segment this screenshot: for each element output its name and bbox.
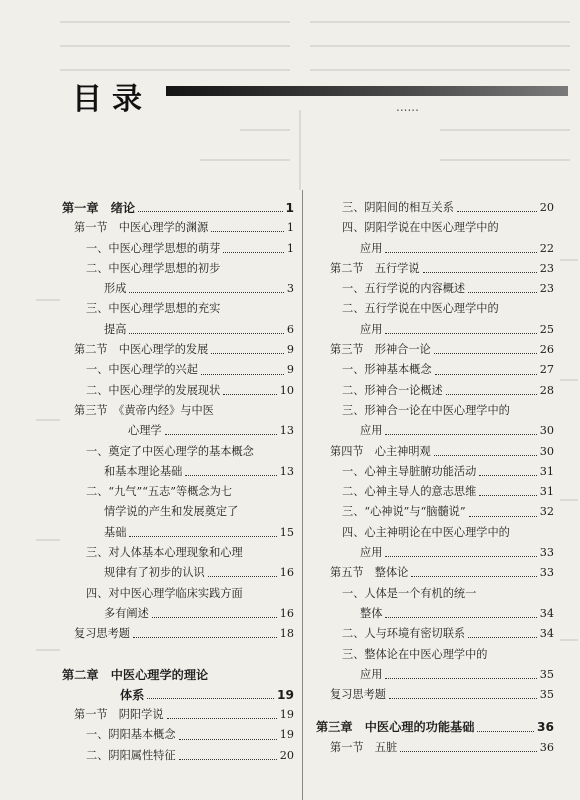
toc-entry-text: 第三节 《黄帝内经》与中医 xyxy=(74,403,214,417)
toc-entry[interactable] xyxy=(62,462,294,482)
toc-entry[interactable] xyxy=(62,442,294,462)
toc-section[interactable] xyxy=(316,738,554,758)
toc-entry-text: 一、中医心理学思想的萌芽 xyxy=(86,241,221,255)
toc-page-number: 10 xyxy=(279,383,294,397)
toc-entry[interactable] xyxy=(316,645,554,665)
toc-page-number: 30 xyxy=(539,444,554,458)
toc-entry-text: 第五节 整体论 xyxy=(330,566,409,580)
toc-page-number: 18 xyxy=(279,627,294,641)
toc-page-number: 20 xyxy=(279,748,294,762)
toc-entry-text: 二、人与环境有密切联系 xyxy=(342,627,466,641)
toc-section[interactable] xyxy=(316,685,554,705)
toc-entry-text: 一、五行学说的内容概述 xyxy=(342,282,466,296)
toc-entry[interactable] xyxy=(316,320,554,340)
toc-entry-text: 第四节 心主神明观 xyxy=(330,444,431,458)
toc-entry-text: 应用 xyxy=(360,241,383,255)
toc-entry-text: 一、奠定了中医心理学的基本概念 xyxy=(86,444,254,458)
toc-entry-text: 第一章 绪论 xyxy=(62,201,136,215)
toc-page-number: 16 xyxy=(279,606,294,620)
toc-page-number: 19 xyxy=(279,728,294,742)
toc-entry[interactable] xyxy=(62,320,294,340)
toc-entry[interactable] xyxy=(316,584,554,604)
toc-page-number: 34 xyxy=(539,627,554,641)
toc-section[interactable] xyxy=(316,442,554,462)
dot-leader xyxy=(223,251,284,253)
toc-page-number: 32 xyxy=(539,505,554,519)
toc-entry-text: 二、中医心理学思想的初步 xyxy=(86,261,221,275)
toc-page-number: 35 xyxy=(539,667,554,681)
toc-page-number: 33 xyxy=(539,546,554,560)
toc-entry-text: 多有阐述 xyxy=(104,606,149,620)
toc-page-number: 26 xyxy=(539,343,554,357)
toc-page-number: 1 xyxy=(286,241,294,255)
title-dots: ...... xyxy=(396,100,419,114)
toc-page-number: 31 xyxy=(539,485,554,499)
toc-entry-text: 一、心神主导脏腑功能活动 xyxy=(342,464,477,478)
toc-entry-text: 第一节 阴阳学说 xyxy=(74,708,164,722)
toc-entry-text: 心理学 xyxy=(128,424,162,438)
toc-entry-text: 和基本理论基础 xyxy=(104,464,183,478)
toc-page-number: 23 xyxy=(539,282,554,296)
toc-entry[interactable] xyxy=(62,299,294,319)
dot-leader xyxy=(185,474,276,476)
toc-entry[interactable] xyxy=(316,401,554,421)
toc-entry-text: 应用 xyxy=(360,322,383,336)
toc-left-column xyxy=(62,198,294,766)
toc-section[interactable] xyxy=(316,563,554,583)
toc-entry[interactable] xyxy=(62,584,294,604)
toc-entry[interactable] xyxy=(316,239,554,259)
toc-entry-text: 二、阴阳属性特征 xyxy=(86,748,176,762)
toc-page-number: 19 xyxy=(279,708,294,722)
dot-leader xyxy=(446,393,537,395)
dot-leader xyxy=(389,697,537,699)
toc-page-number: 6 xyxy=(286,322,294,336)
dot-leader xyxy=(179,758,277,760)
toc-entry-text: 规律有了初步的认识 xyxy=(104,566,205,580)
toc-page-number: 16 xyxy=(279,566,294,580)
toc-page-number: 36 xyxy=(537,720,554,735)
dot-leader xyxy=(211,352,284,354)
toc-page-number: 34 xyxy=(539,606,554,620)
toc-entry[interactable] xyxy=(62,746,294,766)
toc-entry-text: 三、“心神说”与“脑髓说” xyxy=(342,505,466,519)
toc-entry[interactable] xyxy=(62,502,294,522)
toc-entry[interactable] xyxy=(62,279,294,299)
dot-leader xyxy=(468,636,537,638)
toc-page-number: 19 xyxy=(277,687,294,702)
toc-section[interactable] xyxy=(62,401,294,421)
toc-right-column xyxy=(316,198,554,758)
toc-entry[interactable] xyxy=(62,239,294,259)
toc-entry[interactable] xyxy=(316,198,554,218)
toc-page-number: 3 xyxy=(286,282,294,296)
toc-entry[interactable] xyxy=(316,482,554,502)
dot-leader xyxy=(133,636,277,638)
toc-entry[interactable] xyxy=(316,523,554,543)
toc-entry[interactable] xyxy=(62,523,294,543)
toc-entry-text: 第一节 中医心理学的渊源 xyxy=(74,221,209,235)
toc-entry-text: 应用 xyxy=(360,424,383,438)
toc-page-number: 22 xyxy=(539,241,554,255)
toc-entry-text: 二、形神合一论概述 xyxy=(342,383,443,397)
toc-entry[interactable] xyxy=(62,482,294,502)
toc-entry-text: 四、心主神明论在中医心理学中的 xyxy=(342,525,510,539)
toc-section[interactable] xyxy=(62,340,294,360)
dot-leader xyxy=(423,271,537,273)
toc-entry[interactable] xyxy=(316,604,554,624)
toc-entry-text: 第二节 中医心理学的发展 xyxy=(74,343,209,357)
toc-entry-text: 二、五行学说在中医心理学中的 xyxy=(342,302,499,316)
toc-entry-text: 三、对人体基本心理现象和心理 xyxy=(86,546,243,560)
toc-section[interactable] xyxy=(316,340,554,360)
dot-leader xyxy=(434,454,537,456)
dot-leader xyxy=(400,750,537,752)
dot-leader xyxy=(165,433,277,435)
toc-entry-text: 一、中医心理学的兴起 xyxy=(86,363,198,377)
dot-leader xyxy=(211,230,284,232)
toc-entry[interactable] xyxy=(62,604,294,624)
toc-entry-text: 复习思考题 xyxy=(330,688,386,702)
toc-chapter[interactable] xyxy=(62,198,294,218)
dot-leader xyxy=(167,717,277,719)
dot-leader xyxy=(201,373,284,375)
toc-entry-text: 整体 xyxy=(360,606,383,620)
toc-entry-text: 第三节 形神合一论 xyxy=(330,343,431,357)
toc-title: 目录 xyxy=(72,82,152,117)
dot-leader xyxy=(468,291,537,293)
toc-entry[interactable] xyxy=(62,543,294,563)
toc-entry-text: 基础 xyxy=(104,525,127,539)
toc-page-number: 33 xyxy=(539,566,554,580)
toc-page-number: 36 xyxy=(539,740,554,754)
dot-leader xyxy=(457,210,537,212)
toc-entry-text: 情学说的产生和发展奠定了 xyxy=(104,505,239,519)
toc-entry[interactable] xyxy=(62,360,294,380)
toc-page-number: 15 xyxy=(279,525,294,539)
toc-page-number: 13 xyxy=(279,464,294,478)
toc-page-number: 35 xyxy=(539,688,554,702)
toc-entry-text: 一、人体是一个有机的统一 xyxy=(342,586,477,600)
dot-leader xyxy=(385,332,536,334)
dot-leader xyxy=(129,291,283,293)
toc-section[interactable] xyxy=(62,705,294,725)
toc-entry[interactable] xyxy=(62,725,294,745)
toc-section[interactable] xyxy=(62,624,294,644)
dot-leader xyxy=(435,373,537,375)
dot-leader xyxy=(477,730,534,732)
toc-entry-text: 二、“九气”“五志”等概念为七 xyxy=(86,485,232,499)
toc-entry[interactable] xyxy=(316,218,554,238)
toc-entry[interactable] xyxy=(316,543,554,563)
toc-entry-text: 复习思考题 xyxy=(74,627,130,641)
toc-entry-text: 第一节 五脏 xyxy=(330,740,398,754)
toc-entry[interactable] xyxy=(316,360,554,380)
toc-chapter[interactable] xyxy=(316,717,554,737)
toc-page-number: 30 xyxy=(539,424,554,438)
dot-leader xyxy=(129,332,283,334)
toc-entry-text: 三、形神合一论在中医心理学中的 xyxy=(342,403,510,417)
toc-entry[interactable] xyxy=(62,685,294,705)
dot-leader xyxy=(469,515,537,517)
dot-leader xyxy=(129,535,276,537)
toc-entry-text: 应用 xyxy=(360,546,383,560)
toc-section[interactable] xyxy=(62,218,294,238)
dot-leader xyxy=(208,575,277,577)
toc-entry-text: 一、阴阳基本概念 xyxy=(86,728,176,742)
toc-entry-text: 提高 xyxy=(104,322,127,336)
dot-leader xyxy=(223,393,276,395)
dot-leader xyxy=(411,575,536,577)
toc-page-number: 1 xyxy=(286,221,294,235)
toc-entry-text: 二、中医心理学的发展现状 xyxy=(86,383,221,397)
toc-entry-text: 三、阴阳间的相互关系 xyxy=(342,201,454,214)
dot-leader xyxy=(385,677,536,679)
toc-page-number: 13 xyxy=(279,424,294,438)
toc-chapter[interactable] xyxy=(62,665,294,685)
toc-entry-text: 四、对中医心理学临床实践方面 xyxy=(86,586,243,600)
dot-leader xyxy=(385,433,536,435)
dot-leader xyxy=(147,697,274,699)
toc-entry[interactable] xyxy=(316,502,554,522)
toc-entry-text: 形成 xyxy=(104,282,127,296)
toc-entry-text: 三、中医心理学思想的充实 xyxy=(86,302,221,316)
toc-entry-text: 四、阴阳学说在中医心理学中的 xyxy=(342,221,499,235)
toc-page-number: 9 xyxy=(286,343,294,357)
toc-entry-text: 第三章 中医心理的功能基础 xyxy=(316,720,475,735)
toc-entry-text: 二、心神主导人的意志思维 xyxy=(342,485,477,499)
toc-entry-text: 一、形神基本概念 xyxy=(342,363,432,377)
dot-leader xyxy=(138,210,282,212)
toc-entry[interactable] xyxy=(62,421,294,441)
toc-page-number: 25 xyxy=(539,322,554,336)
toc-page-number: 31 xyxy=(539,464,554,478)
dot-leader xyxy=(152,616,277,618)
dot-leader xyxy=(385,616,536,618)
toc-entry-text: 体系 xyxy=(120,687,145,702)
toc-entry[interactable] xyxy=(316,462,554,482)
toc-page-number: 27 xyxy=(539,363,554,377)
toc-entry-text: 应用 xyxy=(360,667,383,681)
toc-page-number: 9 xyxy=(286,363,294,377)
toc-page-number: 23 xyxy=(539,261,554,275)
toc-page-number: 20 xyxy=(539,201,554,214)
toc-entry[interactable] xyxy=(316,299,554,319)
dot-leader xyxy=(179,738,277,740)
toc-entry[interactable] xyxy=(62,381,294,401)
toc-entry[interactable] xyxy=(316,665,554,685)
title-rule xyxy=(166,86,568,96)
toc-entry[interactable] xyxy=(62,563,294,583)
dot-leader xyxy=(385,555,536,557)
dot-leader xyxy=(479,494,536,496)
toc-entry[interactable] xyxy=(316,421,554,441)
dot-leader xyxy=(434,352,537,354)
toc-page-number: 1 xyxy=(285,201,294,215)
toc-entry[interactable] xyxy=(62,259,294,279)
column-divider xyxy=(302,190,303,800)
toc-entry[interactable] xyxy=(316,279,554,299)
toc-entry-text: 第二节 五行学说 xyxy=(330,261,420,275)
dot-leader xyxy=(385,251,536,253)
toc-section[interactable] xyxy=(316,259,554,279)
toc-entry[interactable] xyxy=(316,624,554,644)
toc-page-number: 28 xyxy=(539,383,554,397)
dot-leader xyxy=(479,474,536,476)
toc-entry[interactable] xyxy=(316,381,554,401)
toc-entry-text: 第二章 中医心理学的理论 xyxy=(62,667,209,682)
toc-entry-text: 三、整体论在中医心理学中的 xyxy=(342,647,488,661)
